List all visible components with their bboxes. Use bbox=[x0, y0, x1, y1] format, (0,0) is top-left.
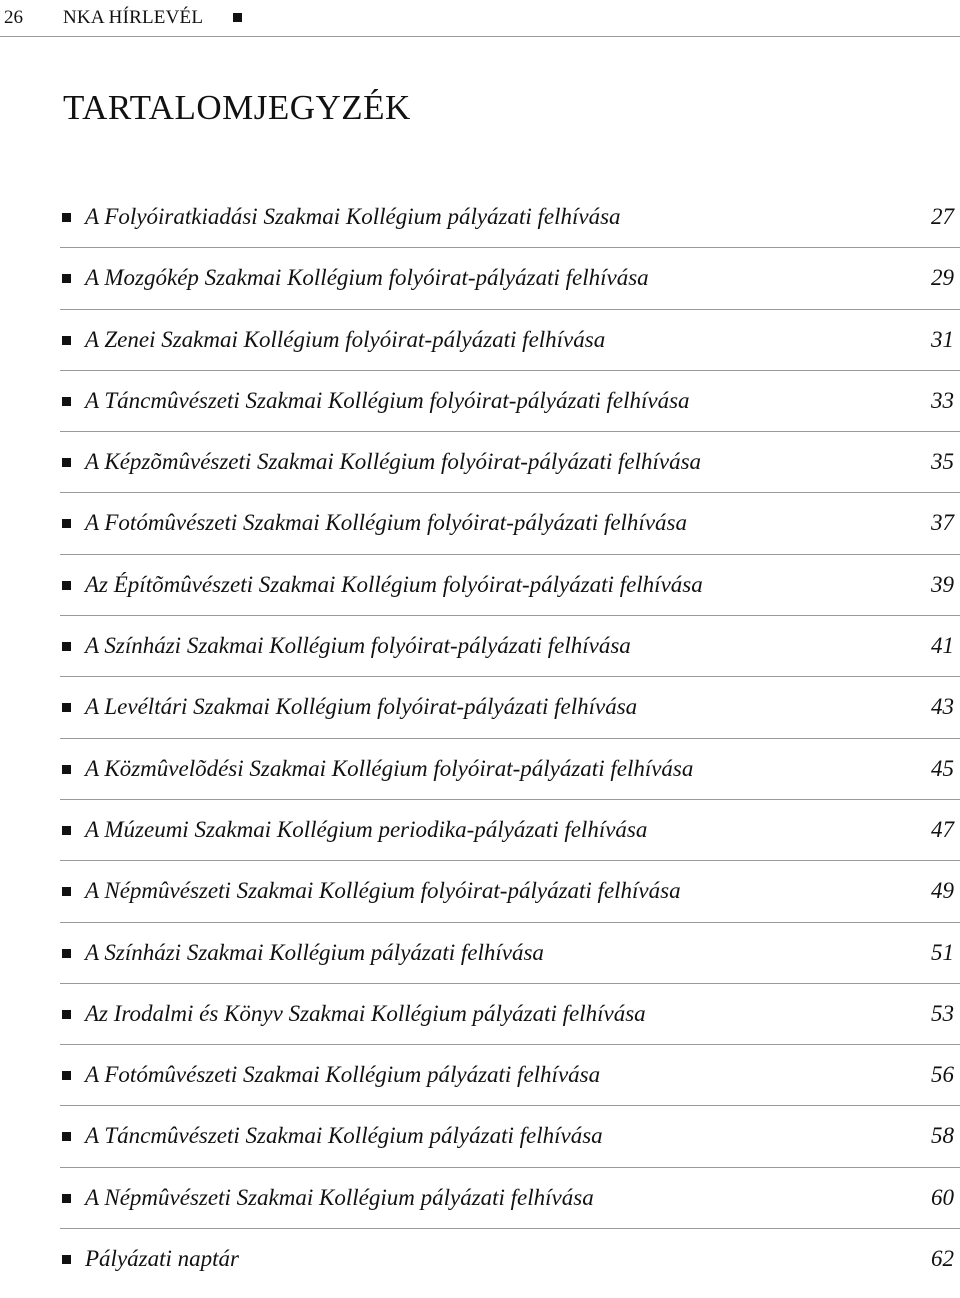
toc-entry-page: 62 bbox=[931, 1246, 954, 1272]
square-bullet-icon bbox=[62, 1071, 71, 1080]
toc-entry[interactable] bbox=[60, 616, 960, 677]
toc-entry-title: A Mozgókép Szakmai Kollégium folyóirat-pályázati felhívása bbox=[85, 265, 649, 291]
toc-entry-title: A Színházi Szakmai Kollégium pályázati felhívása bbox=[85, 939, 544, 965]
square-bullet-icon bbox=[62, 887, 71, 896]
toc-entry-page: 31 bbox=[931, 326, 954, 352]
square-bullet-icon bbox=[62, 949, 71, 958]
square-bullet-icon bbox=[62, 642, 71, 651]
square-bullet-icon bbox=[62, 397, 71, 406]
square-bullet-icon bbox=[62, 1255, 71, 1264]
toc-entry-page: 37 bbox=[931, 510, 954, 536]
toc-entry[interactable] bbox=[60, 984, 960, 1045]
toc-entry-title: Pályázati naptár bbox=[85, 1246, 239, 1272]
square-bullet-icon bbox=[62, 458, 71, 467]
toc-entry[interactable] bbox=[60, 861, 960, 922]
toc-entry[interactable] bbox=[60, 923, 960, 984]
toc-entry-title: Az Irodalmi és Könyv Szakmai Kollégium pályázati felhívása bbox=[85, 1000, 646, 1026]
toc-entry-page: 43 bbox=[931, 694, 954, 720]
toc-entry-page: 29 bbox=[931, 265, 954, 291]
square-bullet-icon bbox=[62, 274, 71, 283]
square-bullet-icon bbox=[62, 519, 71, 528]
toc-entry[interactable] bbox=[60, 1045, 960, 1106]
toc-entry-title: A Táncmûvészeti Szakmai Kollégium folyóirat-pályázati felhívása bbox=[85, 387, 690, 413]
toc-entry-title: A Folyóiratkiadási Szakmai Kollégium pályázati felhívása bbox=[85, 204, 621, 229]
toc-entry-title: A Képzõmûvészeti Szakmai Kollégium folyóirat-pályázati felhívása bbox=[85, 449, 702, 475]
page-title: TARTALOMJEGYZÉK bbox=[63, 88, 411, 127]
square-bullet-icon bbox=[62, 1194, 71, 1203]
toc-entry-title: A Színházi Szakmai Kollégium folyóirat-pályázati felhívása bbox=[85, 633, 631, 659]
toc-entry-page: 58 bbox=[931, 1123, 954, 1149]
page-number: 26 bbox=[4, 7, 23, 28]
journal-name: NKA HÍRLEVÉL bbox=[63, 7, 204, 28]
square-bullet-icon bbox=[62, 826, 71, 835]
square-bullet-icon bbox=[62, 1010, 71, 1019]
toc-entry-page: 35 bbox=[931, 449, 954, 475]
toc-entry-page: 45 bbox=[931, 755, 954, 781]
toc-entry-page: 41 bbox=[931, 633, 954, 659]
toc-entry[interactable] bbox=[60, 800, 960, 861]
running-head bbox=[0, 0, 960, 37]
toc-entry-title: A Zenei Szakmai Kollégium folyóirat-pályázati felhívása bbox=[85, 326, 606, 352]
toc-entry[interactable] bbox=[60, 739, 960, 800]
toc-entry-title: A Levéltári Szakmai Kollégium folyóirat-pályázati felhívása bbox=[85, 694, 638, 720]
toc-entry[interactable] bbox=[60, 1106, 960, 1167]
toc-entry[interactable] bbox=[60, 310, 960, 371]
toc-entry-page: 56 bbox=[931, 1062, 954, 1088]
toc-entry[interactable] bbox=[60, 677, 960, 738]
toc-entry[interactable] bbox=[60, 432, 960, 493]
table-of-contents bbox=[0, 187, 960, 1290]
toc-entry-page: 51 bbox=[931, 939, 954, 965]
toc-entry-page: 60 bbox=[931, 1184, 954, 1210]
toc-entry-title: Az Építõmûvészeti Szakmai Kollégium folyóirat-pályázati felhívása bbox=[85, 571, 703, 597]
toc-entry-title: A Közmûvelõdési Szakmai Kollégium folyóirat-pályázati felhívása bbox=[85, 755, 694, 781]
toc-entry-title: A Népmûvészeti Szakmai Kollégium folyóirat-pályázati felhívása bbox=[85, 878, 681, 904]
toc-entry[interactable] bbox=[60, 371, 960, 432]
toc-entry[interactable] bbox=[60, 187, 960, 248]
toc-entry-page: 27 bbox=[931, 204, 954, 229]
toc-entry-title: A Népmûvészeti Szakmai Kollégium pályázati felhívása bbox=[85, 1184, 594, 1210]
toc-entry[interactable] bbox=[60, 248, 960, 309]
toc-entry[interactable] bbox=[60, 493, 960, 554]
toc-entry-page: 39 bbox=[931, 571, 954, 597]
toc-entry-title: A Múzeumi Szakmai Kollégium periodika-pályázati felhívása bbox=[85, 816, 648, 842]
toc-entry-page: 53 bbox=[931, 1000, 954, 1026]
toc-entry-title: A Táncmûvészeti Szakmai Kollégium pályázati felhívása bbox=[85, 1123, 603, 1149]
square-bullet-icon bbox=[62, 765, 71, 774]
toc-entry-page: 49 bbox=[931, 878, 954, 904]
toc-entry-page: 33 bbox=[931, 387, 954, 413]
toc-entry-page: 47 bbox=[931, 816, 954, 842]
toc-entry-title: A Fotómûvészeti Szakmai Kollégium pályázati felhívása bbox=[85, 1062, 601, 1088]
square-bullet-icon bbox=[62, 336, 71, 345]
toc-entry[interactable] bbox=[60, 1168, 960, 1229]
square-bullet-icon bbox=[62, 213, 71, 222]
square-bullet-icon bbox=[233, 13, 242, 22]
toc-entry[interactable] bbox=[60, 555, 960, 616]
square-bullet-icon bbox=[62, 1132, 71, 1141]
square-bullet-icon bbox=[62, 703, 71, 712]
square-bullet-icon bbox=[62, 581, 71, 590]
toc-entry-title: A Fotómûvészeti Szakmai Kollégium folyóirat-pályázati felhívása bbox=[85, 510, 687, 536]
toc-entry[interactable] bbox=[60, 1229, 960, 1290]
